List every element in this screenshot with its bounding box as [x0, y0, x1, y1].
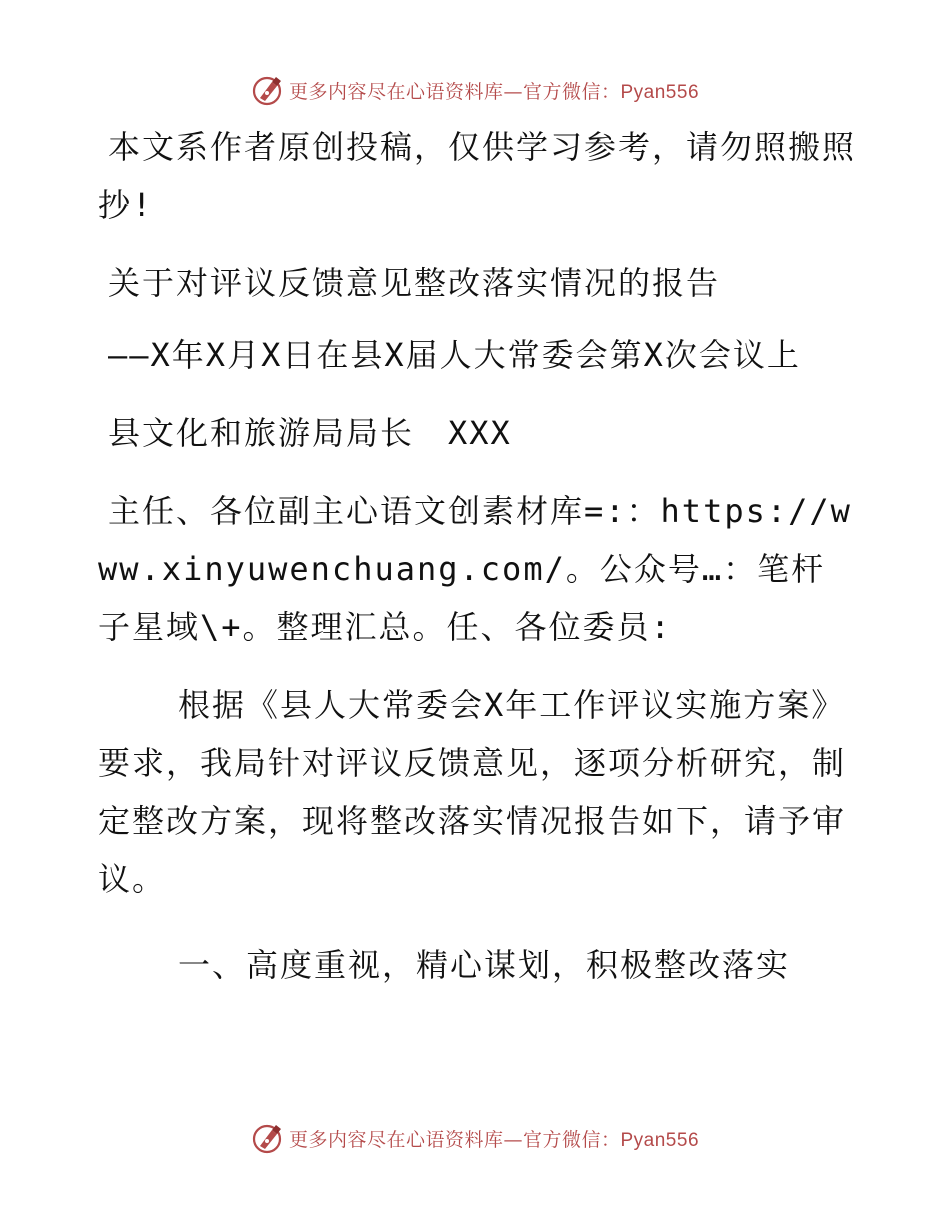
section-heading: 一、高度重视，精心谋划，积极整改落实	[178, 946, 791, 984]
body-paragraph: 根据《县人大常委会X年工作评议实施方案》要求，我局针对评议反馈意见，逐项分析研究，制定整改方案，现将整改落实情况报告如下，请予审议。	[98, 686, 847, 898]
watermark-text: 更多内容尽在心语资料库—官方微信：Pyan556	[288, 80, 700, 103]
footer-watermark	[0, 1118, 950, 1158]
wechat-id: Pyan556	[620, 81, 700, 103]
header-watermark	[0, 70, 950, 110]
document-body	[98, 118, 858, 994]
pen-nib-logo-icon	[251, 1121, 285, 1155]
document-subtitle: ——X年X月X日在县X届人大常委会第X次会议上	[108, 336, 801, 374]
speaker-line: 县文化和旅游局局长 XXX	[108, 414, 512, 452]
disclaimer: 本文系作者原创投稿，仅供学习参考，请勿照搬照抄!	[98, 128, 857, 224]
wechat-id: Pyan556	[620, 1129, 700, 1151]
watermark-text: 更多内容尽在心语资料库—官方微信：Pyan556	[288, 1128, 700, 1151]
document-title: 关于对评议反馈意见整改落实情况的报告	[108, 264, 721, 302]
salutation: 主任、各位副主心语文创素材库=:：https://www.xinyuwenchuang.com/。公众号…：笔杆子星域\+。整理汇总。任、各位委员:	[98, 492, 852, 646]
pen-nib-logo-icon	[251, 73, 285, 107]
